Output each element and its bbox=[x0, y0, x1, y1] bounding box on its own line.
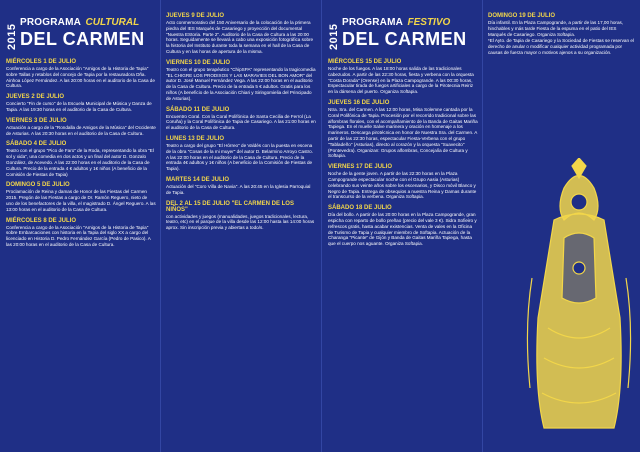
fold-line bbox=[160, 0, 161, 452]
event-description: Encuentro Coral. Con la Coral Polifónica de Santa Cecilia de Ferrol (La Coruña) y la Coral Polifónica de Tapia de Casariego. A las 21:00 horas en el auditorio de la Casa de Cultura. bbox=[166, 113, 316, 131]
event-date: MIÉRCOLES 8 DE JULIO bbox=[6, 217, 77, 224]
event-description: Teatro a cargo del grupo "El Hórreo" de Valdés con la puesta en escena de la obra "Cosas de la mi muyer" del autor D. Belarmino Arroyo Castro. A las 22:00 horas en el auditorio de la Casa de Cultura. Precio de la entrada 4€ adultos y 1€ niños (A beneficio de la Comisión de Fiestas de Tapia). bbox=[166, 142, 314, 172]
program-title: DEL CARMEN bbox=[342, 29, 467, 49]
event-description: Teatro con el grupo "Pico de Faro" de la Roda, representando la obra "El sol y xida", una comedia en dos actos y un final del autor D. Gonzalo González, de Acevedo. A las 22:00 horas en el auditorio de la Casa de Cultura. Precio de la entrada 4 € adultos y 1€ niños (A beneficio de la Comisión de Fiestas de Tapia) bbox=[6, 148, 154, 177]
event-list bbox=[328, 59, 478, 247]
festivo-panel-2 bbox=[488, 8, 634, 444]
event-date: DOMINGO 5 DE JULIO bbox=[6, 182, 70, 189]
fold-line bbox=[482, 0, 483, 452]
program-label: PROGRAMA bbox=[20, 17, 82, 28]
event-date: MARTES 14 DE JULIO bbox=[166, 176, 230, 183]
year-label: 2015 bbox=[328, 23, 340, 50]
event-date: DOMINGO 19 DE JULIO bbox=[488, 13, 556, 19]
event-description: Día infantil. En la Plaza Campogrande, a partir de las 17,00 horas, hinchables y más tarde Fiesta de la espuma en el patio del IES Marqués de Casariego. Organiza Softapia. bbox=[488, 20, 624, 37]
event-description: Día del bollo. A partir de las 20:00 horas en la Plaza Campogrande, gran espicha con reparto de bollo preñao (precio del vale 3 €). Sidra Sofieiro y refrescos gratis, hasta acabar existencias. Venta de vales en la Oficina de Turismo de Tapia y cualquier miembro de Softapia. Actuación de la Charanga "Picante" de Gijón y Banda de Gaitas Mariña Tapiega, hasta que el cuerpo nos aguante. Organiza Softapia. bbox=[328, 212, 477, 247]
event-description: *El Ayto. de Tapia de Casariego y la Sociedad de Fiestas se reservan el derecho de anular o modificar cualquier actividad programada por causas de fuerza mayor o motivos ajenos a su organización. bbox=[488, 38, 634, 55]
event-date: DEL 2 AL 15 DE JULIO "EL CARMEN DE LOS NIÑOS" bbox=[166, 200, 294, 213]
event-date: LUNES 13 DE JULIO bbox=[166, 135, 225, 142]
event-date: JUEVES 16 DE JULIO bbox=[328, 99, 390, 106]
event-description: Conferencia a cargo de la Asociación "Amigos de la Historia de Tapia" sobre Tallas y retablos del concejo de Tapia por la restauradora Dña. Ainhoa López Fernández. A las 20:00 horas en el auditorio de la Casa de Cultura. bbox=[6, 66, 155, 89]
program-type: CULTURAL bbox=[85, 17, 140, 28]
event-description: Noche de los fuegos. A las 18:00 horas salida de las tradicionales cabezudos. A partir de las 22:30 horas, fiesta y verbena con la orquesta "Costa Dorada" (Orense) en la Plaza Campogrande. A las 00:30 horas, Espectacular tirada de fuegos artificiales a cargo de la Pirotecnia Reiriz en la dársena del puerto. Organiza Softapia. bbox=[328, 66, 474, 95]
festivo-header bbox=[328, 8, 478, 54]
event-description: Acto conmemorativo del 150 Aniversario de la colocación de la primera piedra del IES Marqués de Casariego y proyección del documental "Nuestra EStoria. Parte 2". Auditorio de la Casa de Cultura a las 20:00 horas. Seguidamente se llevará a cabo una exposición fotográfica sobre la historia del Instituto durante toda la semana en el hall de la Casa de Cultura y en las horas de apertura de la misma. bbox=[166, 20, 314, 54]
event-date: JUEVES 9 DE JULIO bbox=[166, 13, 225, 19]
program-type: FESTIVO bbox=[407, 17, 451, 28]
cultural-panel-1 bbox=[6, 8, 156, 444]
virgin-carmen-image bbox=[524, 158, 634, 443]
event-date: VIERNES 10 DE JULIO bbox=[166, 59, 231, 66]
cultural-header bbox=[6, 8, 156, 54]
event-description: Actuación del "Coro Villa de Navia". A las 20:45 en la Iglesia Parroquial de Tapia. bbox=[166, 183, 311, 195]
year-label: 2015 bbox=[6, 23, 18, 50]
event-date: JUEVES 2 DE JULIO bbox=[6, 94, 65, 101]
event-date: SÁBADO 18 DE JULIO bbox=[328, 205, 392, 212]
event-description: Noche de la gente joven. A partir de las 22:30 horas en la Plaza Campogrande espectacular noche con el Grupo Aasia (Asturias) celebrando sus veinte años sobre los escenarios, y Disco móvil Blanco y Negro de Tapia. Entrega de obsequios a nuestra Reina y Damas durante el transcurso de la verbena. Organiza Softapia. bbox=[328, 171, 477, 200]
event-description: con actividades y juegos (manualidades, juegos tradicionales, lectura, teatro, etc) en el parque de la villa desde las 12:00 hasta las 14:00 horas aprox. Sin inscripción previa y abiertas a todo/s. bbox=[166, 213, 315, 231]
event-list bbox=[488, 13, 634, 56]
event-date: SÁBADO 11 DE JULIO bbox=[166, 106, 230, 113]
event-description: Ntra. Sra. del Carmen. A las 12:00 horas, Misa Solemne cantada por la Coral Polifónica de Tapia. Procesión por el recorrido tradicional sobre las alfombras florales, con el acompañamiento de la Banda de Gaitas Mariña Tapiega. En el muelle Salve marinera y oración en homenaje a los marineros. Descarga pirotécnica en honor de Nuestra Sra. del Carmen. A partir de las 22:30 horas, espectacular Fiesta-Verbena con el grupo "Tabladeño" (Asturias), directo al corazón y la orquesta "Suavecito" (Pontevedra). Organizan: Grupos alfombras, Concejalía de Cultura y Softapia. bbox=[328, 106, 478, 159]
event-date: MIÉRCOLES 15 DE JULIO bbox=[328, 59, 402, 65]
fold-line bbox=[321, 0, 322, 452]
event-date: VIERNES 3 DE JULIO bbox=[6, 117, 67, 124]
festivo-panel-1 bbox=[328, 8, 478, 444]
event-date: SÁBADO 4 DE JULIO bbox=[6, 141, 67, 148]
event-description: Conferencia a cargo de la Asociación "Amigos de la Historia de Tapia" sobre Embarcaciones con historia en la Tapia del siglo XX a cargo del licenciado en Historia D. Pedro Fernández García (Pedro de Pasico). A las 20:00 horas en el auditorio de la Casa de Cultura. bbox=[6, 224, 151, 247]
event-date: MIÉRCOLES 1 DE JULIO bbox=[6, 59, 77, 65]
event-date: VIERNES 17 DE JULIO bbox=[328, 164, 393, 171]
event-description: Concierto "Fin de curso" de la Escuela Municipal de Música y Danza de Tapia. A las 19:30 horas en el auditorio de la Casa de Cultura. bbox=[6, 101, 152, 112]
event-list bbox=[6, 59, 156, 248]
event-list bbox=[166, 13, 316, 231]
program-label: PROGRAMA bbox=[342, 17, 404, 28]
cultural-panel-2 bbox=[166, 8, 316, 444]
event-description: Teatro con el grupo terapéutico "ChipSPA" representando la tragicomedia "EL CHIGRE LOS PRODIXOS Y LAS MARAVIES DEL BON AMOR" del autor D. José Manuel Fernández Vega. A las 22:00 horas en el auditorio de la Casa de Cultura. Precio de la entrada 5 € adultos. Gratis para los niños (A beneficio de la Asociación Chiari y Siringomielia del Principado de Asturias). bbox=[166, 66, 316, 101]
event-description: Actuación a cargo de la "Rondalla de Amigos de la Música" del Occidente de Asturias. A las 20:30 horas en el auditorio de la Casa de Cultura. bbox=[6, 124, 156, 136]
event-description: Proclamación de Reina y damas de Honor de las Fiestas del Carmen 2015. Pregón de las Fiestas a cargo de Dr. Ramón Reguero, nieto de uno de los benefactores de la villa, el magistrado D. Ángel Reguero. A las 13:00 horas en el auditorio de la Casa de Cultura. bbox=[6, 189, 156, 212]
program-title: DEL CARMEN bbox=[20, 29, 145, 49]
